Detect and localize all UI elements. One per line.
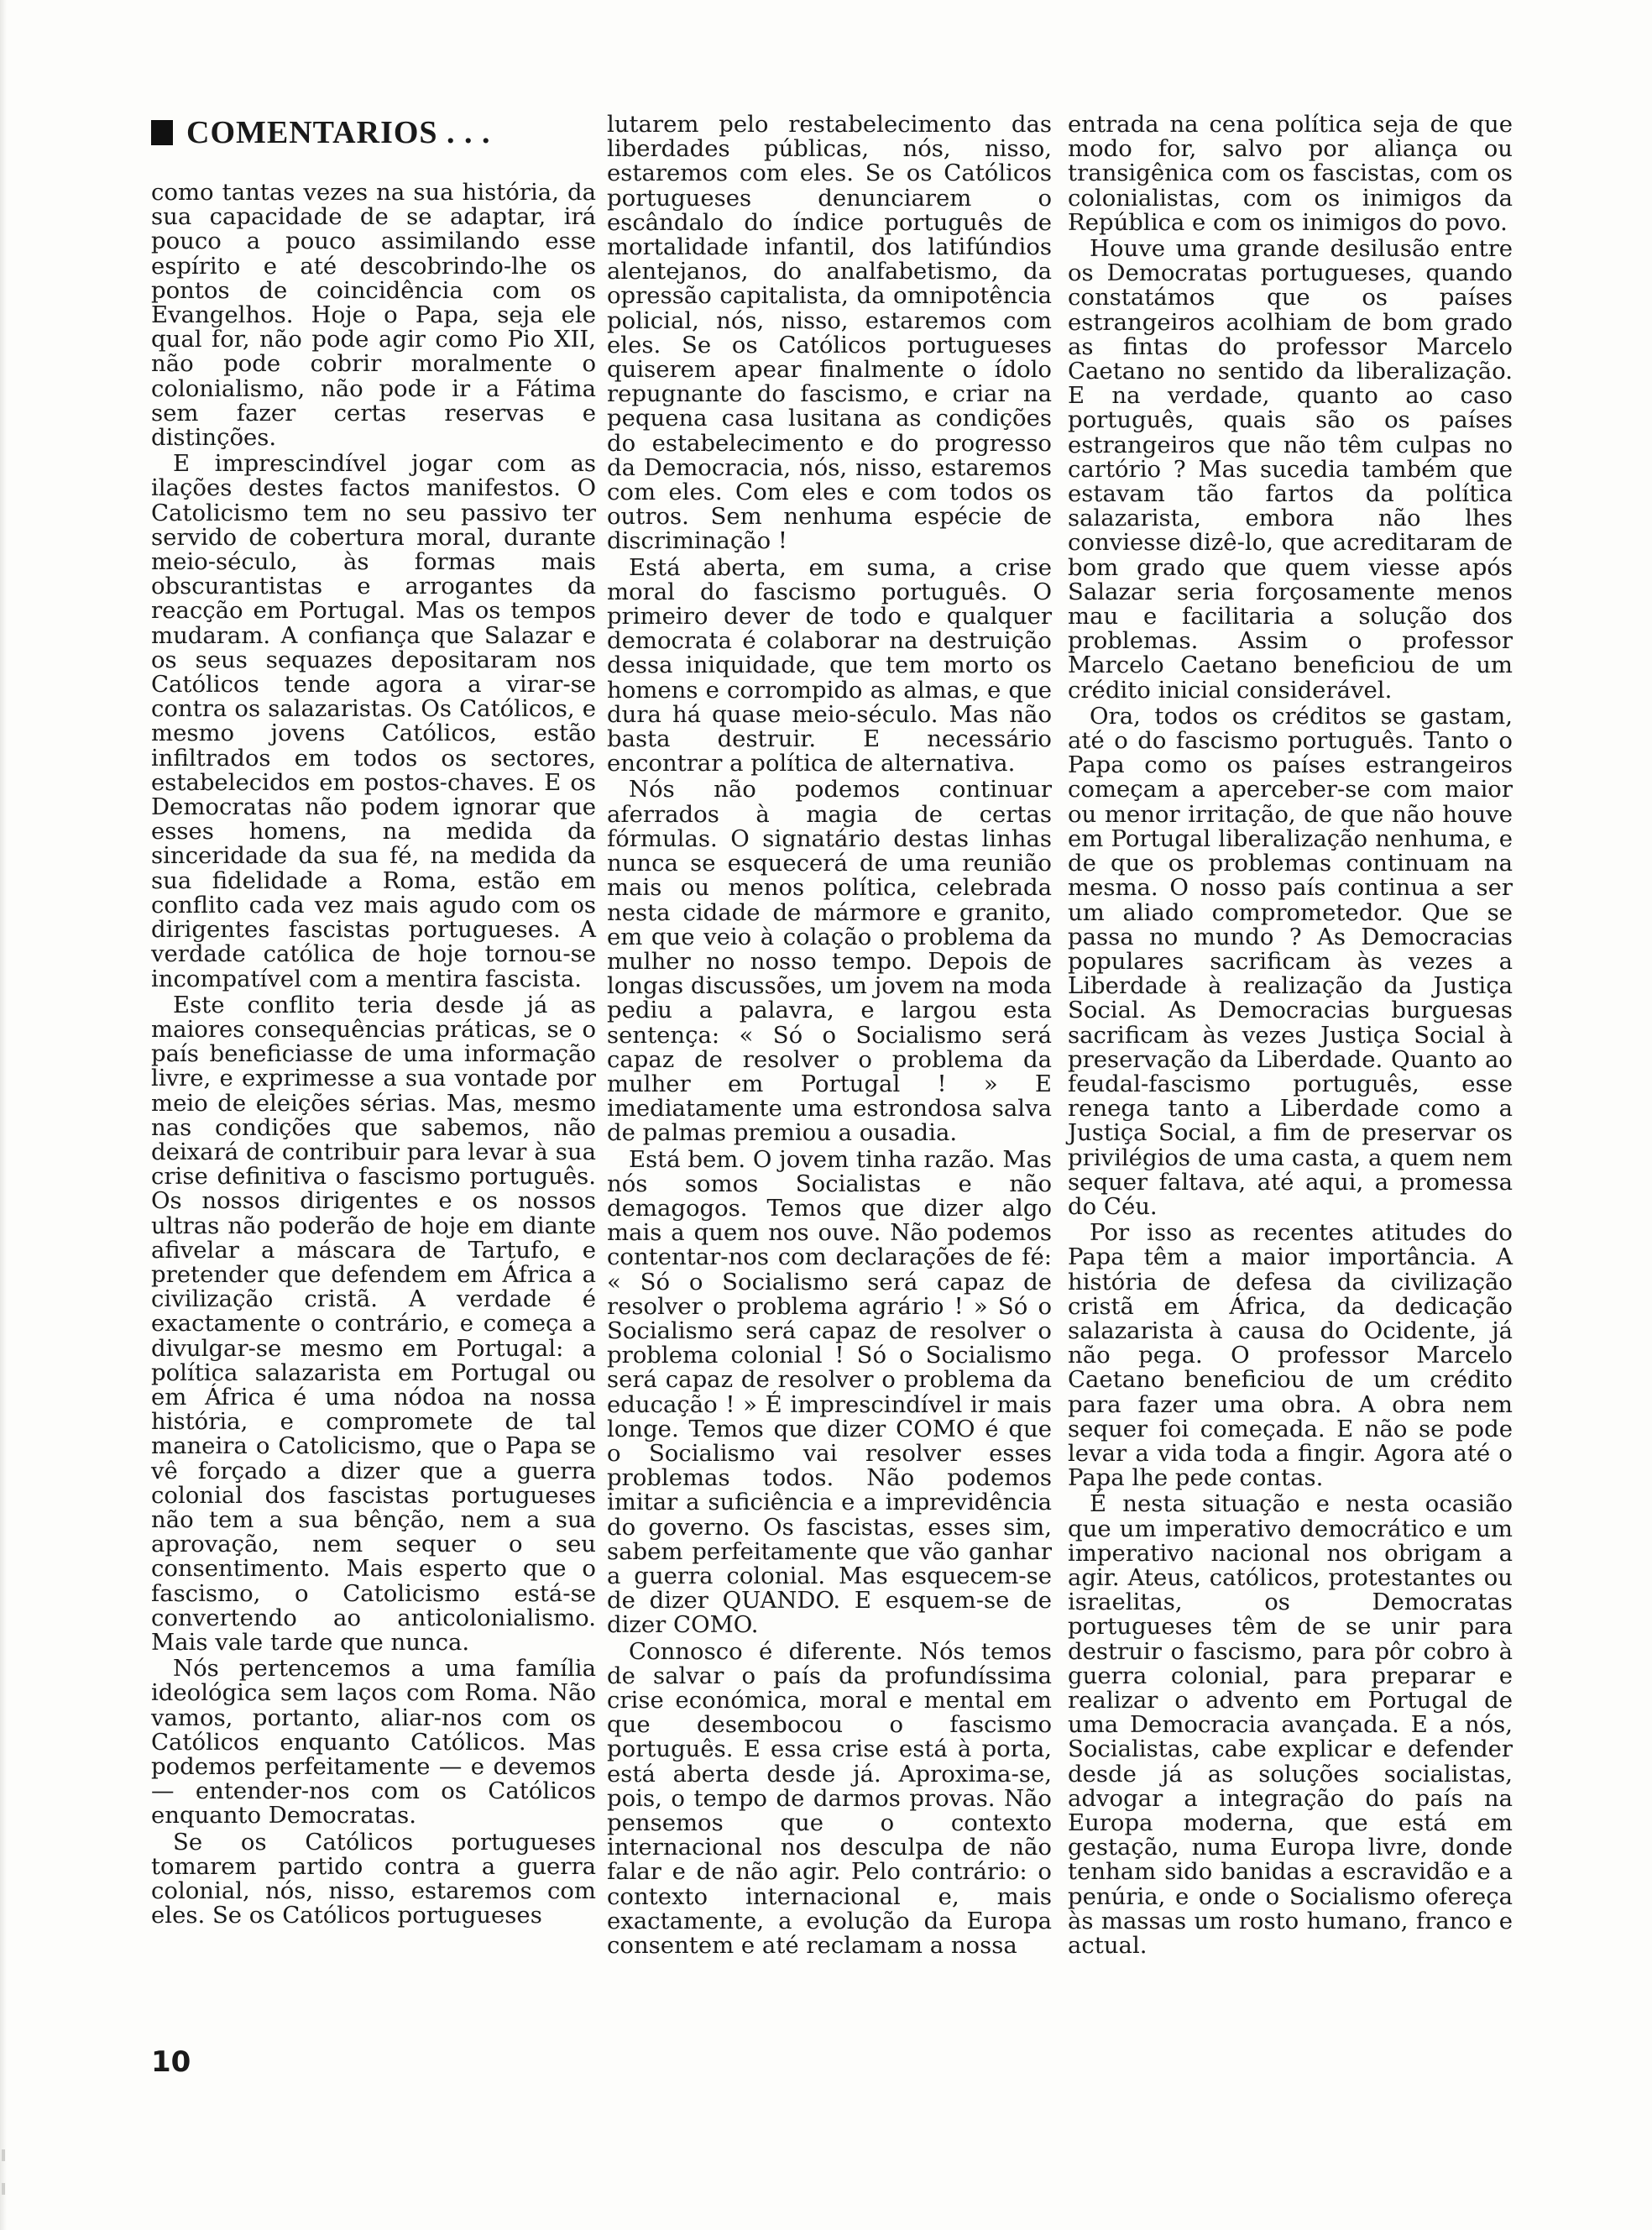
article-column-1 (151, 181, 596, 1929)
paragraph: Está bem. O jovem tinha razão. Mas nós somos Socialistas e não demagogos. Temos que dizer algo mais a quem nos ouve. Não podemos contentar-nos com declarações de fé: « Só o Socialismo será capaz de resolver o problema agrário ! » Só o Socialismo será capaz de resolver o problema colonial ! Só o Socialismo será capaz de resolver o problema da educação ! » É imprescindível ir mais longe. Temos que dizer COMO é que o Socialismo vai resolver esses problemas todos. Não podemos imitar a suficiência e a imprevidência do governo. Os fascistas, esses sim, sabem perfeitamente que vão ganhar a guerra colonial. Mas esquecem-se de dizer QUANDO. E esquem-se de dizer COMO. (607, 1145, 1052, 1639)
paragraph: Connosco é diferente. Nós temos de salvar o país da profundíssima crise económica, moral e mental em que desembocou o fascismo português. E essa crise está à porta, está aberta desde já. Aproxima-se, pois, o tempo de darmos provas. Não pensemos que o contexto internacional nos desculpa de não falar e de não agir. Pelo contrário: o contexto internacional e, mais exactamente, a evolução da Europa consentem e até reclamam a nossa (607, 1637, 1052, 1960)
paragraph: Ora, todos os créditos se gastam, até o do fascismo português. Tanto o Papa como os países estrangeiros começam a aperceber-se com maior ou menor irritação, de que não houve em Portugal liberalização nenhuma, e de que os problemas continuam na mesma. O nosso país continua a ser um aliado comprometedor. Que se passa no mundo ? As Democracias populares sacrificam às vezes a Liberdade à realização da Justiça Social. As Democracias burguesas sacrificam às vezes Justiça Social à preservação da Liberdade. Quanto ao feudal-fascismo português, esse renega tanto a Liberdade como a Justiça Social, a fim de preservar os privilégios de uma casta, a quem nem sequer faltava, até aqui, a promessa do Céu. (1068, 702, 1513, 1220)
page-number: 10 (151, 2045, 191, 2079)
paragraph: Por isso as recentes atitudes do Papa têm a maior importância. A história de defesa da civilização cristã em África, da dedicação salazarista à causa do Ocidente, já não pega. O professor Marcelo Caetano beneficiou de um crédito para fazer uma obra. A obra nem sequer foi começada. E não se pode levar a vida toda a fingir. Agora até o Papa lhe pede contas. (1068, 1219, 1513, 1492)
paragraph: É nesta situação e nesta ocasião que um imperativo democrático e um imperativo nacional nos obrigam a agir. Ateus, católicos, protestantes ou israelitas, os Democratas portugueses têm de se unir para destruir o fascismo, para pôr cobro à guerra colonial, para preparar e realizar o advento em Portugal de uma Democracia avançada. E a nós, Socialistas, cabe explicar e defender desde já as soluções socialistas, advogar a integração do país na Europa moderna, que está em gestação, numa Europa livre, donde tenham sido banidas a escravidão e a penúria, e onde o Socialismo ofereça às massas um rosto humano, franco e actual. (1068, 1490, 1513, 1960)
section-heading (151, 114, 621, 151)
paragraph: Este conflito teria desde já as maiores consequências práticas, se o país beneficiasse de uma informação livre, e exprimesse a sua vontade por meio de eleições sérias. Mas, mesmo nas condições que sabemos, não deixará de contribuir para levar à sua crise definitiva o fascismo português. Os nossos dirigentes e os nossos ultras não poderão de hoje em diante afivelar a máscara de Tartufo, e pretender que defendem em África a civilização cristã. A verdade é exactamente o contrário, e começa a divulgar-se mesmo em Portugal: a política salazarista em Portugal ou em África é uma nódoa na nossa história, e compromete de tal maneira o Catolicismo, que o Papa se vê forçado a dizer que a guerra colonial dos fascistas portugueses não tem a sua bênção, nem a sua aprovação, nem sequer o seu consentimento. Mais esperto que o fascismo, o Catolicismo está-se convertendo ao anticolonialismo. Mais vale tarde que nunca. (151, 991, 596, 1656)
paragraph: Está aberta, em suma, a crise moral do fascismo português. O primeiro dever de todo e qualquer democrata é colaborar na destruição dessa iniquidade, que tem morto os homens e corrompido as almas, e que dura há quase meio-século. Mas não basta destruir. E necessário encontrar a política de alternativa. (607, 553, 1052, 777)
section-heading-text: COMENTARIOS . . . (186, 115, 491, 150)
article-column-3 (1068, 113, 1513, 1960)
paragraph: lutarem pelo restabelecimento das liberdades públicas, nós, nisso, estaremos com eles. Se os Católicos portugueses denunciarem o escândalo do índice português de mortalidade infantil, dos latifúndios alentejanos, do analfabetismo, da opressão capitalista, da omnipotência policial, nós, nisso, estaremos com eles. Se os Católicos portugueses quiserem apear finalmente o ídolo repugnante do fascismo, e criar na pequena casa lusitana as condições do estabelecimento e do progresso da Democracia, nós, nisso, estaremos com eles. Com eles e com todos os outros. Sem nenhuma espécie de discriminação ! (607, 111, 1052, 555)
article-column-2 (607, 113, 1052, 1960)
black-square-icon (151, 120, 173, 145)
paragraph: entrada na cena política seja de que modo for, salvo por aliança ou transigênica com os fascistas, com os colonialistas, com os inimigos da República e com os inimigos do povo. (1068, 111, 1513, 236)
page-edge (0, 0, 7, 2230)
scan-mark (2, 2183, 5, 2195)
paragraph: Nós pertencemos a uma família ideológica sem laços com Roma. Não vamos, portanto, aliar-nos com os Católicos enquanto Católicos. Mas podemos perfeitamente — e devemos — entender-nos com os Católicos enquanto Democratas. (151, 1655, 596, 1830)
paragraph: Nós não podemos continuar aferrados à magia de certas fórmulas. O signatário destas linhas nunca se esquecerá de uma reunião mais ou menos política, celebrada nesta cidade de mármore e granito, em que veio à colação o problema da mulher no nosso tempo. Depois de longas discussões, um jovem na moda pediu a palavra, e largou esta sentença: « Só o Socialismo será capaz de resolver o problema da mulher em Portugal ! » E imediatamente uma estrondosa salva de palmas premiou a ousadia. (607, 776, 1052, 1147)
scan-mark (2, 2149, 5, 2161)
paragraph: Se os Católicos portugueses tomarem partido contra a guerra colonial, nós, nisso, estaremos com eles. Se os Católicos portugueses (151, 1828, 596, 1929)
paragraph: como tantas vezes na sua história, da sua capacidade de se adaptar, irá pouco a pouco assimilando esse espírito e até descobrindo-lhe os pontos de coincidência com os Evangelhos. Hoje o Papa, seja ele qual for, não pode agir como Pio XII, não pode cobrir moralmente o colonialismo, não pode ir a Fátima sem fazer certas reservas e distinções. (151, 179, 596, 452)
paragraph: E imprescindível jogar com as ilações destes factos manifestos. O Catolicismo tem no seu passivo ter servido de cobertura moral, durante meio-século, às formas mais obscurantistas e arrogantes da reacção em Portugal. Mas os tempos mudaram. A confiança que Salazar e os seus sequazes depositaram nos Católicos tende agora a virar-se contra os salazaristas. Os Católicos, e mesmo jovens Católicos, estão infiltrados em todos os sectores, estabelecidos em postos-chaves. E os Democratas não podem ignorar que esses homens, na medida da sinceridade da sua fé, na medida da sua fidelidade a Roma, estão em conflito cada vez mais agudo com os dirigentes fascistas portugueses. A verdade católica de hoje tornou-se incompatível com a mentira fascista. (151, 450, 596, 992)
paragraph: Houve uma grande desilusão entre os Democratas portugueses, quando constatámos que os países estrangeiros acolhiam de bom grado as fintas do professor Marcelo Caetano no sentido da liberalização. E na verdade, quanto ao caso português, quais são os países estrangeiros que não têm culpas no cartório ? Mas sucedia também que estavam tão fartos da política salazarista, embora não lhes conviesse dizê-lo, que acreditaram de bom grado que quem viesse após Salazar seria forçosamente menos mau e facilitaria a solução dos problemas. Assim o professor Marcelo Caetano beneficiou de um crédito inicial considerável. (1068, 235, 1513, 704)
